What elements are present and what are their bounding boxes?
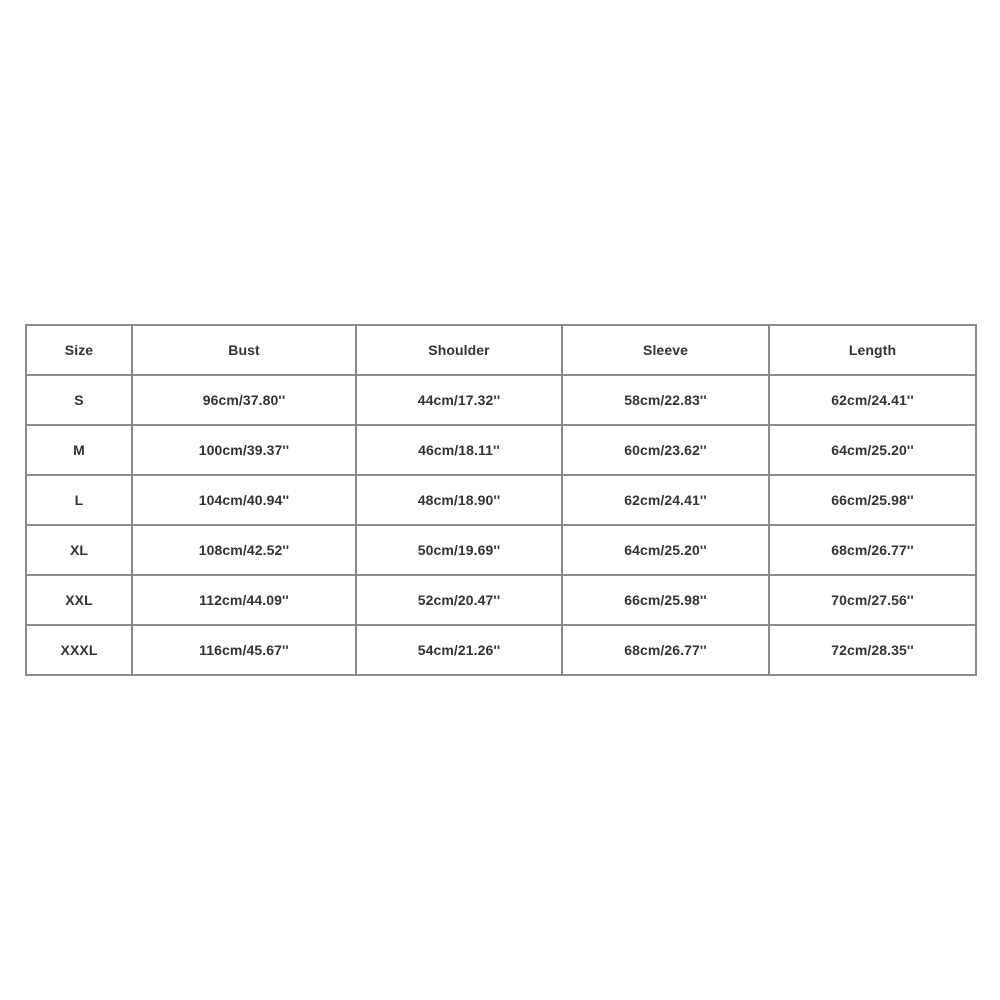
bust-cell: 108cm/42.52'': [132, 525, 356, 575]
shoulder-cell: 52cm/20.47'': [356, 575, 562, 625]
table-row: [26, 375, 976, 425]
header-sleeve: Sleeve: [562, 325, 769, 375]
header-bust: Bust: [132, 325, 356, 375]
bust-cell: 116cm/45.67'': [132, 625, 356, 675]
header-row: [26, 325, 976, 375]
header-shoulder: Shoulder: [356, 325, 562, 375]
shoulder-cell: 50cm/19.69'': [356, 525, 562, 575]
shoulder-cell: 48cm/18.90'': [356, 475, 562, 525]
sleeve-cell: 58cm/22.83'': [562, 375, 769, 425]
length-cell: 66cm/25.98'': [769, 475, 976, 525]
bust-cell: 104cm/40.94'': [132, 475, 356, 525]
sleeve-cell: 62cm/24.41'': [562, 475, 769, 525]
shoulder-cell: 44cm/17.32'': [356, 375, 562, 425]
header-size: Size: [26, 325, 132, 375]
length-cell: 72cm/28.35'': [769, 625, 976, 675]
size-cell: XL: [26, 525, 132, 575]
header-length: Length: [769, 325, 976, 375]
size-cell: S: [26, 375, 132, 425]
sleeve-cell: 64cm/25.20'': [562, 525, 769, 575]
table-row: [26, 425, 976, 475]
table-row: [26, 625, 976, 675]
bust-cell: 100cm/39.37'': [132, 425, 356, 475]
table-row: [26, 525, 976, 575]
sleeve-cell: 60cm/23.62'': [562, 425, 769, 475]
sleeve-cell: 68cm/26.77'': [562, 625, 769, 675]
size-cell: XXXL: [26, 625, 132, 675]
shoulder-cell: 46cm/18.11'': [356, 425, 562, 475]
length-cell: 70cm/27.56'': [769, 575, 976, 625]
length-cell: 68cm/26.77'': [769, 525, 976, 575]
length-cell: 62cm/24.41'': [769, 375, 976, 425]
table-row: [26, 575, 976, 625]
size-cell: L: [26, 475, 132, 525]
bust-cell: 112cm/44.09'': [132, 575, 356, 625]
size-cell: XXL: [26, 575, 132, 625]
table-row: [26, 475, 976, 525]
size-cell: M: [26, 425, 132, 475]
shoulder-cell: 54cm/21.26'': [356, 625, 562, 675]
bust-cell: 96cm/37.80'': [132, 375, 356, 425]
sleeve-cell: 66cm/25.98'': [562, 575, 769, 625]
size-chart-table: [25, 324, 977, 676]
length-cell: 64cm/25.20'': [769, 425, 976, 475]
